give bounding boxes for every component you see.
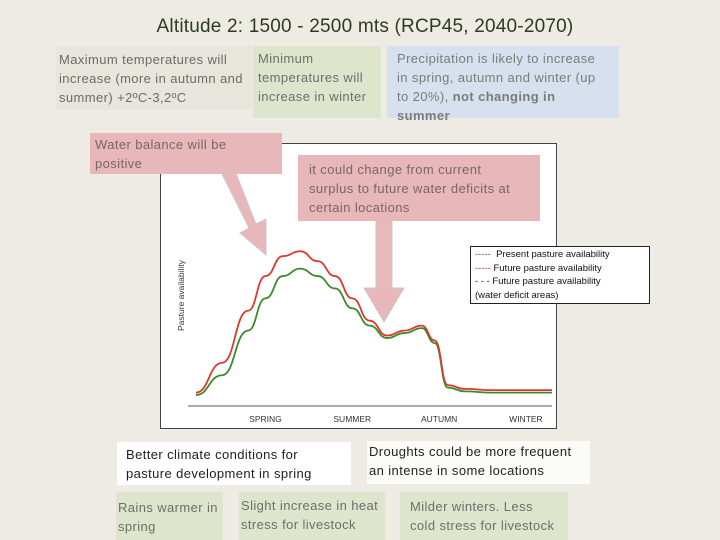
- max-temperature-text: Maximum temperatures will increase (more in autumn and summer) +2ºC-3,2ºC: [59, 52, 243, 105]
- precipitation-text: Precipitation is likely to increase in spring, autumn and winter (up to 20%),: [397, 51, 596, 104]
- water-balance-text: Water balance will be positive: [95, 137, 227, 171]
- legend-future-label: Future pasture availability: [493, 262, 602, 274]
- x-tick-label: SPRING: [249, 414, 282, 424]
- legend-deficit-label: Future pasture availability: [492, 276, 601, 287]
- milder-winters-text: Milder winters. Less cold stress for livestock: [410, 499, 555, 533]
- legend-future-swatch: -----: [475, 262, 491, 274]
- better-climate-text: Better climate conditions for pasture development in spring: [126, 447, 312, 481]
- precipitation-box: [387, 46, 619, 123]
- legend-deficit-swatch: - - -: [475, 276, 490, 287]
- max-temperature-box: [56, 46, 252, 110]
- droughts-text: Droughts could be more frequent an intense in some locations: [369, 444, 572, 478]
- chart-legend: [470, 246, 650, 304]
- legend-deficit-note: (water deficit areas): [475, 289, 559, 301]
- rains-box: [116, 492, 223, 540]
- min-temperature-text: Minimum temperatures will increase in winter: [258, 51, 367, 104]
- rains-text: Rains warmer in spring: [118, 500, 218, 534]
- legend-future: [475, 262, 645, 276]
- heat-stress-box: [239, 492, 385, 540]
- heat-stress-text: Slight increase in heat stress for livestock: [241, 498, 379, 532]
- x-tick-label: AUTUMN: [420, 414, 458, 424]
- water-deficit-text: it could change from current surplus to future water deficits at certain locations: [309, 162, 511, 215]
- min-temperature-box: [253, 46, 381, 118]
- legend-present-swatch: -----: [475, 249, 491, 260]
- milder-winters-box: [400, 492, 568, 540]
- precipitation-bold-text: not changing in summer: [397, 89, 556, 123]
- droughts-box: [367, 441, 590, 484]
- better-climate-box: [117, 442, 351, 485]
- water-balance-box: [90, 133, 282, 174]
- legend-present: [475, 248, 645, 262]
- legend-deficit: [475, 275, 645, 289]
- x-tick-label: SUMMER: [333, 414, 372, 424]
- water-deficit-box: [298, 155, 540, 221]
- y-axis-label: Pasture availability: [176, 260, 186, 331]
- x-tick-label: WINTER: [509, 414, 543, 424]
- page-title: Altitude 2: 1500 - 2500 mts (RCP45, 2040-2070): [156, 16, 574, 37]
- legend-present-label: Present pasture availability: [496, 249, 610, 260]
